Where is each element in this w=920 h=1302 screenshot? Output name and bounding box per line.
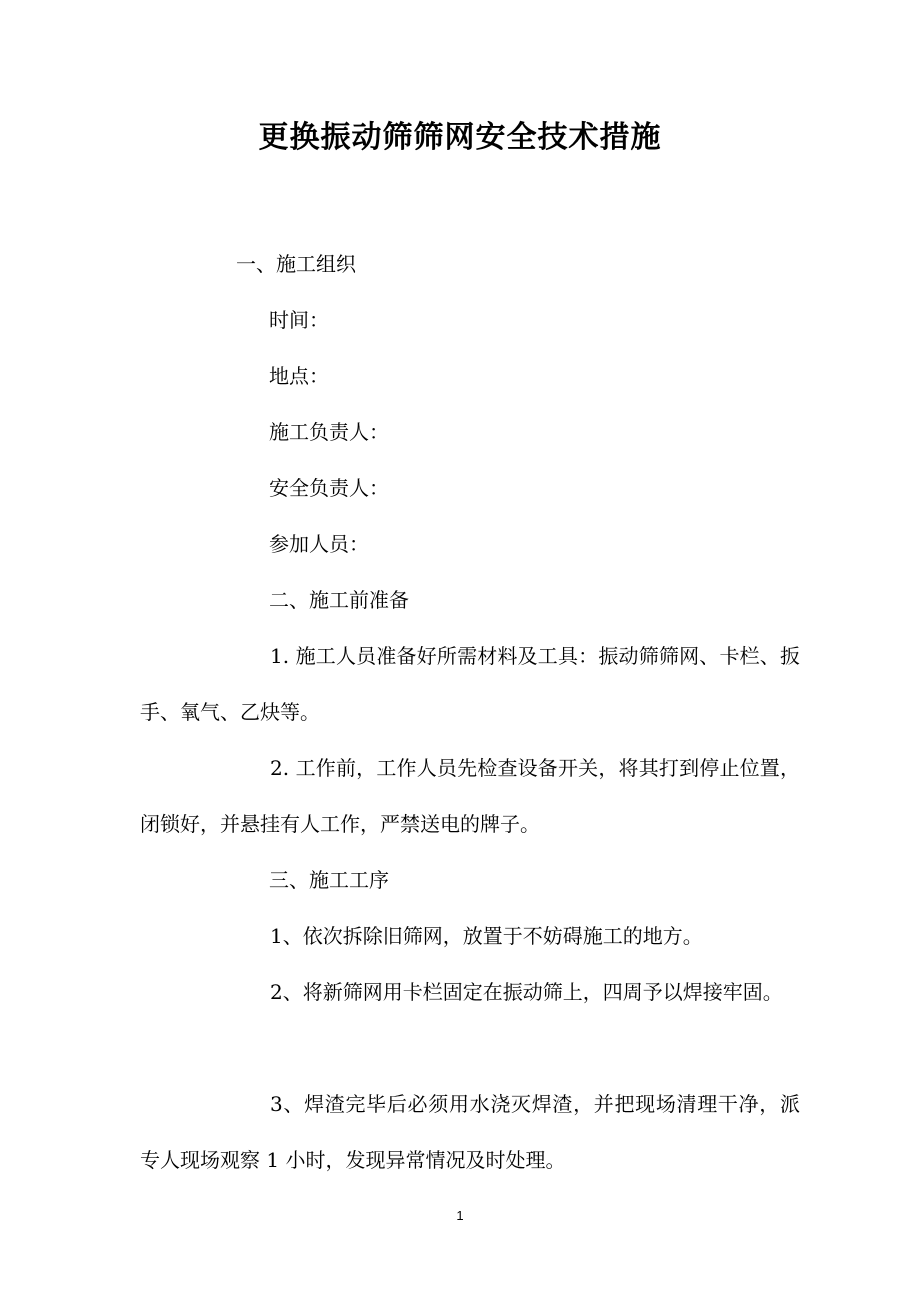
section-3-item-3: 3、焊渣完毕后必须用水浇灭焊渣，并把现场清理干净，派专人现场观察 1 小时，发现异常情况及时处理。 bbox=[140, 1092, 800, 1172]
field-construction-lead: 施工负责人： bbox=[269, 420, 389, 444]
section-3-item-1: 1、依次拆除旧筛网，放置于不妨碍施工的地方。 bbox=[270, 924, 703, 948]
field-participants: 参加人员： bbox=[269, 532, 369, 556]
field-location: 地点： bbox=[269, 364, 329, 388]
field-safety-lead: 安全负责人： bbox=[269, 476, 389, 500]
section-1-heading: 一、施工组织 bbox=[236, 252, 356, 276]
section-3-heading: 三、施工工序 bbox=[269, 868, 389, 892]
section-2-item-1: 1. 施工人员准备好所需材料及工具：振动筛筛网、卡栏、扳手、氧气、乙炔等。 bbox=[140, 644, 800, 724]
section-2-item-2: 2. 工作前，工作人员先检查设备开关，将其打到停止位置，闭锁好，并悬挂有人工作，严禁送电的牌子。 bbox=[140, 756, 800, 836]
page-number: 1 bbox=[456, 1208, 464, 1223]
field-time: 时间： bbox=[269, 308, 329, 332]
section-2-heading: 二、施工前准备 bbox=[269, 588, 409, 612]
section-3-item-2: 2、将新筛网用卡栏固定在振动筛上，四周予以焊接牢固。 bbox=[270, 980, 783, 1004]
document-title: 更换振动筛筛网安全技术措施 bbox=[258, 120, 662, 155]
